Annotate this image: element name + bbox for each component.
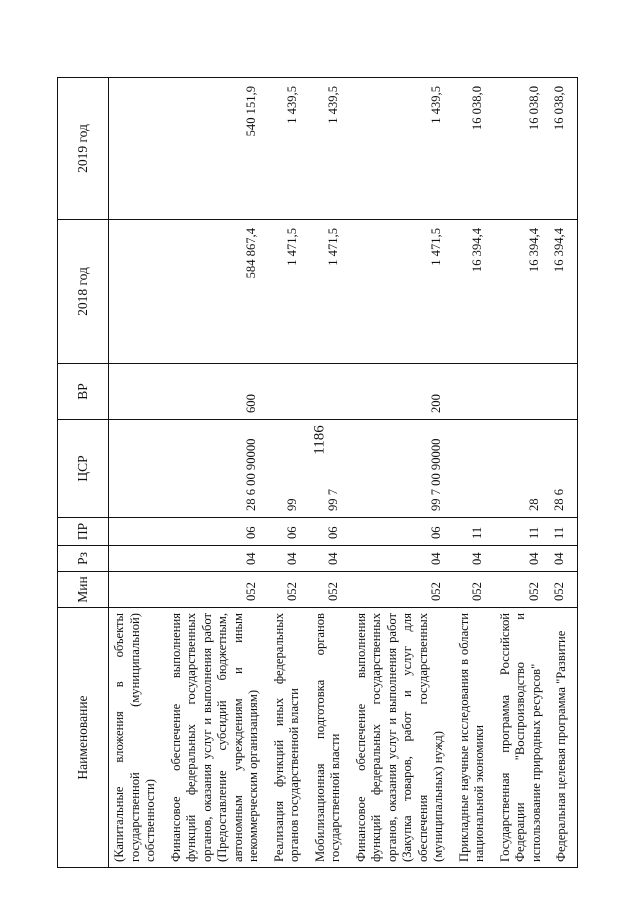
cell-vr [551,364,577,420]
cell-2019 [109,78,166,220]
table-row [310,78,351,868]
cell-2018: 16 394,4 [551,220,577,364]
cell-vr: 200 [351,364,454,420]
header-csr: ЦСР [58,420,109,518]
cell-rz: 04 [269,546,310,572]
cell-vr [495,364,552,420]
table-header-row [58,78,109,868]
cell-csr: 99 7 [310,420,351,518]
cell-rz: 04 [310,546,351,572]
cell-rz: 04 [551,546,577,572]
cell-2019: 540 151,9 [166,78,269,220]
cell-name: Финансовое обеспечение выполнения функций федеральных государственных органов, оказания услуг и выполнения работ (Предоставление субсидий бюджетным, автономным учреждениям и иным некоммерческим организациям) [166,608,269,868]
cell-vr [454,364,495,420]
cell-csr [109,420,166,518]
cell-2019: 1 439,5 [310,78,351,220]
cell-rz: 04 [495,546,552,572]
budget-table [57,77,578,868]
cell-csr: 28 6 00 90000 [166,420,269,518]
cell-2018: 1 471,5 [269,220,310,364]
table-row [454,78,495,868]
page-number: 1186 [311,425,328,455]
cell-min: 052 [269,572,310,608]
cell-min: 052 [495,572,552,608]
cell-rz [109,546,166,572]
header-pr: ПР [58,518,109,546]
cell-2019: 16 038,0 [454,78,495,220]
cell-pr: 11 [551,518,577,546]
cell-min: 052 [310,572,351,608]
cell-rz: 04 [351,546,454,572]
table-row [109,78,166,868]
cell-min: 052 [166,572,269,608]
cell-name: Государственная программа Российской Федерации "Воспроизводство и использование природных ресурсов" [495,608,552,868]
cell-csr: 99 [269,420,310,518]
cell-csr: 28 [495,420,552,518]
cell-pr: 11 [454,518,495,546]
cell-2018: 584 867,4 [166,220,269,364]
cell-vr [109,364,166,420]
rotated-table-wrapper [57,78,585,868]
cell-rz: 04 [454,546,495,572]
cell-name: Мобилизационная подготовка органов государственной власти [310,608,351,868]
cell-rz: 04 [166,546,269,572]
cell-2019: 16 038,0 [495,78,552,220]
table-row [351,78,454,868]
table-row [495,78,552,868]
cell-min: 052 [551,572,577,608]
cell-pr [109,518,166,546]
header-name: Наименование [58,608,109,868]
cell-2019: 1 439,5 [269,78,310,220]
cell-name: (Капитальные вложения в объекты государственной (муниципальной) собственности) [109,608,166,868]
cell-pr: 06 [269,518,310,546]
cell-pr: 06 [351,518,454,546]
cell-vr: 600 [166,364,269,420]
cell-csr [454,420,495,518]
cell-name: Финансовое обеспечение выполнения функций федеральных государственных органов, оказания услуг и выполнения работ (Закупка товаров, работ и услуг для обеспечения государственных (муниципальных) нужд) [351,608,454,868]
cell-pr: 11 [495,518,552,546]
header-2019: 2019 год [58,78,109,220]
cell-min: 052 [351,572,454,608]
cell-2018: 16 394,4 [495,220,552,364]
cell-name: Федеральная целевая программа "Развитие [551,608,577,868]
cell-2018: 1 471,5 [310,220,351,364]
cell-pr: 06 [166,518,269,546]
cell-vr [269,364,310,420]
header-rz: Рз [58,546,109,572]
cell-name: Прикладные научные исследования в области национальной экономики [454,608,495,868]
cell-pr: 06 [310,518,351,546]
cell-2018: 16 394,4 [454,220,495,364]
header-vr: ВР [58,364,109,420]
cell-csr: 99 7 00 90000 [351,420,454,518]
header-2018: 2018 год [58,220,109,364]
cell-2019: 1 439,5 [351,78,454,220]
header-min: Мин [58,572,109,608]
table-row [551,78,577,868]
cell-min: 052 [454,572,495,608]
cell-csr: 28 6 [551,420,577,518]
cell-2019: 16 038,0 [551,78,577,220]
cell-min [109,572,166,608]
table-row [166,78,269,868]
cell-2018: 1 471,5 [351,220,454,364]
table-row [269,78,310,868]
cell-vr [310,364,351,420]
cell-2018 [109,220,166,364]
cell-name: Реализация функций иных федеральных органов государственной власти [269,608,310,868]
